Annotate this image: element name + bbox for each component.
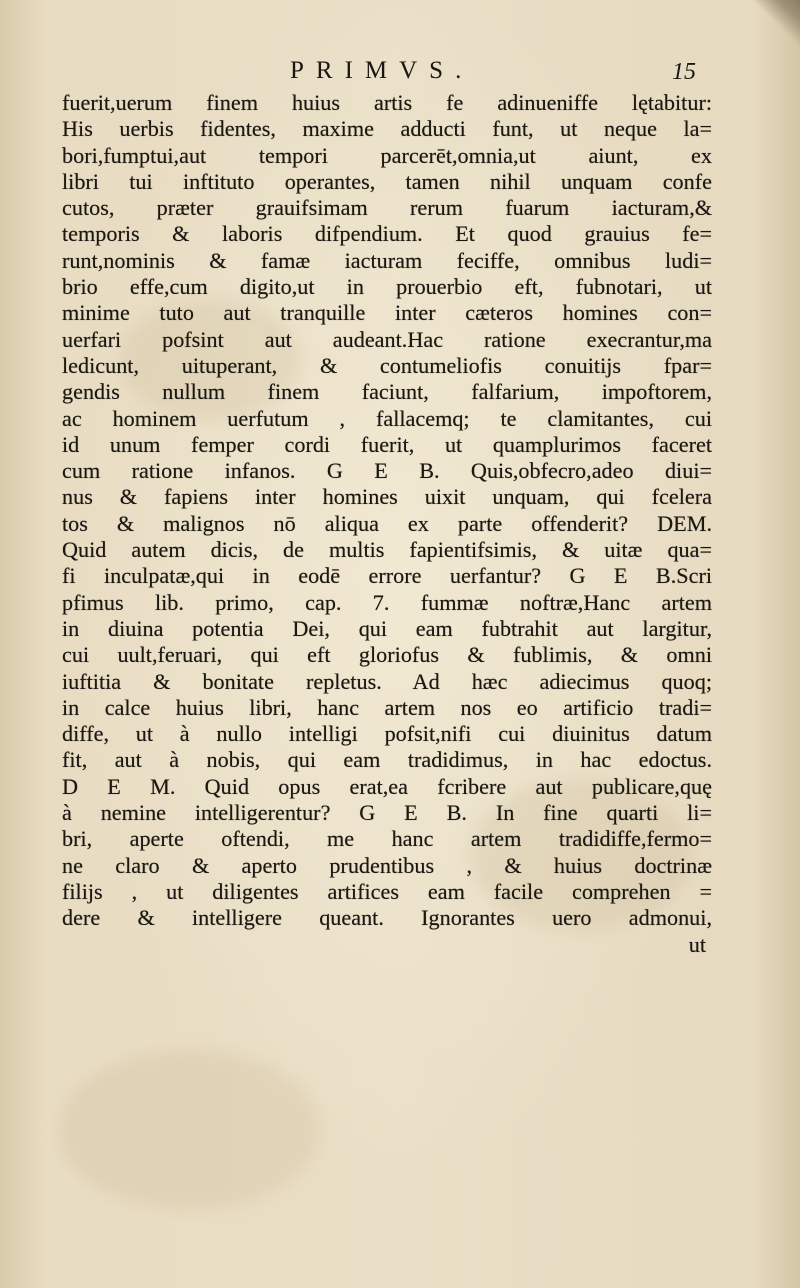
text-line: bori,fumptui,aut tempori parcerēt,omnia,ut aiunt, ex	[62, 142, 712, 168]
running-head-title: PRIMVS.	[290, 57, 474, 84]
page-corner-shadow	[740, 0, 800, 60]
text-line: ne claro & aperto prudentibus , & huius doctrinæ	[62, 852, 712, 878]
text-line: Quid autem dicis, de multis fapientifsimis, & uitæ qua=	[62, 537, 712, 563]
text-line: ac hominem uerfutum , fallacemq; te clamitantes, cui	[62, 405, 712, 431]
text-line: uerfari pofsint aut audeant.Hac ratione execrantur,ma	[62, 326, 712, 352]
text-line: id unum femper cordi fuerit, ut quamplurimos faceret	[62, 431, 712, 457]
text-line: iuftitia & bonitate repletus. Ad hæc adiecimus quoq;	[62, 668, 712, 694]
catchword: ut	[688, 931, 706, 957]
text-line: dere & intelligere queant. Ignorantes uero admonui,	[62, 905, 712, 931]
text-line: fit, aut à nobis, qui eam tradidimus, in hac edoctus.	[62, 747, 712, 773]
text-line: brio effe,cum digito,ut in prouerbio eft, fubnotari, ut	[62, 274, 712, 300]
text-line: D E M. Quid opus erat,ea fcribere aut publicare,quę	[62, 773, 712, 799]
paper-stain	[60, 1050, 320, 1210]
running-head	[0, 56, 800, 90]
text-line: cui uult,feruari, qui eft gloriofus & fublimis, & omni	[62, 642, 712, 668]
text-line: bri, aperte oftendi, me hanc artem tradidiffe,fermo=	[62, 826, 712, 852]
text-line: in calce huius libri, hanc artem nos eo artificio tradi=	[62, 694, 712, 720]
text-line: temporis & laboris difpendium. Et quod grauius fe=	[62, 221, 712, 247]
text-line: cutos, præter grauifsimam rerum fuarum iacturam,&	[62, 195, 712, 221]
text-line: ledicunt, uituperant, & contumeliofis conuitijs fpar=	[62, 352, 712, 378]
text-line: gendis nullum finem faciunt, falfarium, impoftorem,	[62, 379, 712, 405]
text-line: cum ratione infanos. G E B. Quis,obfecro,adeo diui=	[62, 458, 712, 484]
text-line: in diuina potentia Dei, qui eam fubtrahit aut largitur,	[62, 615, 712, 641]
text-line: nus & fapiens inter homines uixit unquam, qui fcelera	[62, 484, 712, 510]
text-line: libri tui inftituto operantes, tamen nihil unquam confe	[62, 168, 712, 194]
text-line: filijs , ut diligentes artifices eam facile comprehen =	[62, 878, 712, 904]
page-number: 15	[672, 59, 696, 85]
text-line: His uerbis fidentes, maxime adducti funt, ut neque la=	[62, 116, 712, 142]
text-line: diffe, ut à nullo intelligi pofsit,nifi cui diuinitus datum	[62, 721, 712, 747]
text-line: fi inculpatæ,qui in eodē errore uerfantur? G E B.Scri	[62, 563, 712, 589]
text-line: tos & malignos nō aliqua ex parte offenderit? DEM.	[62, 510, 712, 536]
text-line: pfimus lib. primo, cap. 7. fummæ noftræ,Hanc artem	[62, 589, 712, 615]
text-line: minime tuto aut tranquille inter cæteros homines con=	[62, 300, 712, 326]
text-line: runt,nominis & famæ iacturam feciffe, omnibus ludi=	[62, 247, 712, 273]
text-line: à nemine intelligerentur? G E B. In fine quarti li=	[62, 800, 712, 826]
text-line: fuerit,uerum finem huius artis fe adinueniffe lętabitur:	[62, 90, 712, 115]
body-text	[62, 90, 712, 958]
